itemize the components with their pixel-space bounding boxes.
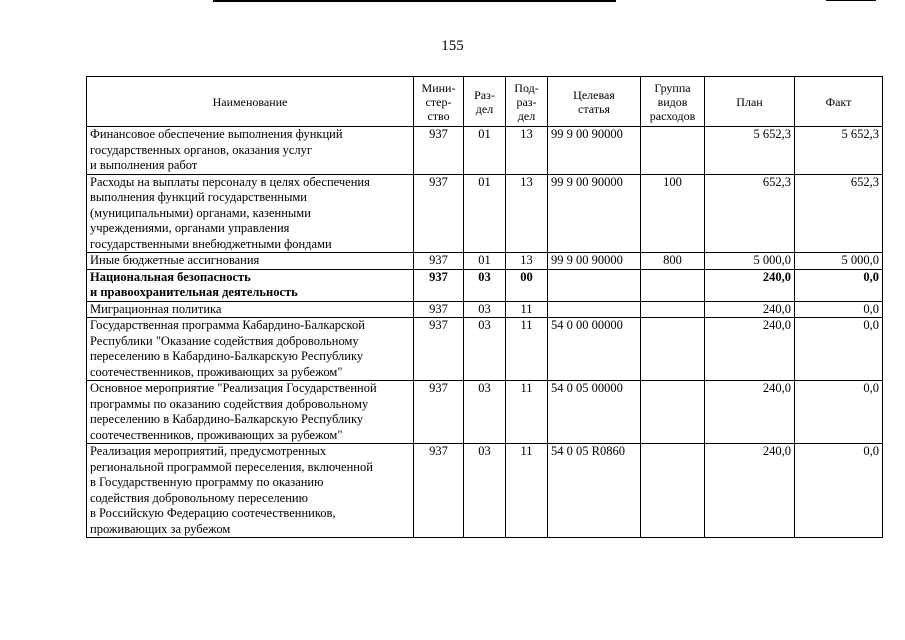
top-rule-left <box>213 0 616 2</box>
row-section: 03 <box>464 381 506 444</box>
row-group <box>641 444 705 538</box>
row-target: 99 9 00 90000 <box>548 127 641 175</box>
table-row <box>87 253 883 270</box>
row-target: 54 0 05 00000 <box>548 381 641 444</box>
header-group: Группа видов расходов <box>641 77 705 127</box>
row-group <box>641 381 705 444</box>
row-subsection: 13 <box>506 127 548 175</box>
row-subsection: 13 <box>506 174 548 253</box>
row-section: 03 <box>464 269 506 301</box>
table-row <box>87 444 883 538</box>
table-row <box>87 269 883 301</box>
header-section: Раз- дел <box>464 77 506 127</box>
row-target: 54 0 05 R0860 <box>548 444 641 538</box>
row-ministry: 937 <box>414 444 464 538</box>
row-group <box>641 269 705 301</box>
row-name: Иные бюджетные ассигнования <box>87 253 414 270</box>
row-group: 800 <box>641 253 705 270</box>
row-section: 03 <box>464 444 506 538</box>
row-ministry: 937 <box>414 318 464 381</box>
budget-table <box>86 76 883 538</box>
row-subsection: 11 <box>506 301 548 318</box>
row-plan: 652,3 <box>705 174 795 253</box>
row-subsection: 11 <box>506 444 548 538</box>
row-section: 01 <box>464 253 506 270</box>
row-plan: 5 000,0 <box>705 253 795 270</box>
row-plan: 240,0 <box>705 269 795 301</box>
header-plan: План <box>705 77 795 127</box>
row-subsection: 00 <box>506 269 548 301</box>
row-plan: 240,0 <box>705 301 795 318</box>
row-name: Государственная программа Кабардино-Балкарской Республики "Оказание содействия добровольному переселению в Кабардино-Балкарскую Республику соотечественников, проживающих за рубежом" <box>87 318 414 381</box>
row-name: Реализация мероприятий, предусмотренных региональной программой переселения, включенной в Государственную программу по оказанию содействия добровольному переселению в Российскую Федерацию соотечественников, проживающих за рубежом <box>87 444 414 538</box>
table-row <box>87 381 883 444</box>
header-subsection: Под- раз- дел <box>506 77 548 127</box>
row-target: 54 0 00 00000 <box>548 318 641 381</box>
row-target <box>548 301 641 318</box>
row-fact: 0,0 <box>795 301 883 318</box>
table-header-row <box>87 77 883 127</box>
row-group <box>641 318 705 381</box>
top-rule-right <box>826 0 876 1</box>
table-row <box>87 318 883 381</box>
row-ministry: 937 <box>414 301 464 318</box>
row-fact: 0,0 <box>795 381 883 444</box>
row-ministry: 937 <box>414 269 464 301</box>
row-plan: 5 652,3 <box>705 127 795 175</box>
row-target: 99 9 00 90000 <box>548 253 641 270</box>
row-section: 01 <box>464 174 506 253</box>
row-section: 01 <box>464 127 506 175</box>
page-number: 155 <box>441 38 464 54</box>
row-subsection: 13 <box>506 253 548 270</box>
row-plan: 240,0 <box>705 444 795 538</box>
row-ministry: 937 <box>414 174 464 253</box>
row-name: Расходы на выплаты персоналу в целях обеспечения выполнения функций государственными (муниципальными) органами, казенными учреждениями, органами управления государственными внебюджетными фондами <box>87 174 414 253</box>
row-fact: 0,0 <box>795 444 883 538</box>
row-name: Основное мероприятие "Реализация Государственной программы по оказанию содействия добровольному переселению в Кабардино-Балкарскую Республику соотечественников, проживающих за рубежом" <box>87 381 414 444</box>
row-plan: 240,0 <box>705 381 795 444</box>
row-fact: 5 000,0 <box>795 253 883 270</box>
row-name: Финансовое обеспечение выполнения функций государственных органов, оказания услуг и выполнения работ <box>87 127 414 175</box>
row-subsection: 11 <box>506 381 548 444</box>
row-plan: 240,0 <box>705 318 795 381</box>
table-row <box>87 174 883 253</box>
header-fact: Факт <box>795 77 883 127</box>
row-ministry: 937 <box>414 127 464 175</box>
row-target: 99 9 00 90000 <box>548 174 641 253</box>
table-row <box>87 127 883 175</box>
row-name: Миграционная политика <box>87 301 414 318</box>
row-section: 03 <box>464 318 506 381</box>
row-group <box>641 301 705 318</box>
row-ministry: 937 <box>414 253 464 270</box>
table-body <box>87 127 883 538</box>
row-ministry: 937 <box>414 381 464 444</box>
header-name: Наименование <box>87 77 414 127</box>
header-target: Целевая статья <box>548 77 641 127</box>
header-ministry: Мини- стер- ство <box>414 77 464 127</box>
table-row <box>87 301 883 318</box>
row-group <box>641 127 705 175</box>
row-target <box>548 269 641 301</box>
row-section: 03 <box>464 301 506 318</box>
row-name: Национальная безопасность и правоохранительная деятельность <box>87 269 414 301</box>
row-fact: 0,0 <box>795 318 883 381</box>
row-group: 100 <box>641 174 705 253</box>
row-fact: 5 652,3 <box>795 127 883 175</box>
row-fact: 652,3 <box>795 174 883 253</box>
row-fact: 0,0 <box>795 269 883 301</box>
row-subsection: 11 <box>506 318 548 381</box>
